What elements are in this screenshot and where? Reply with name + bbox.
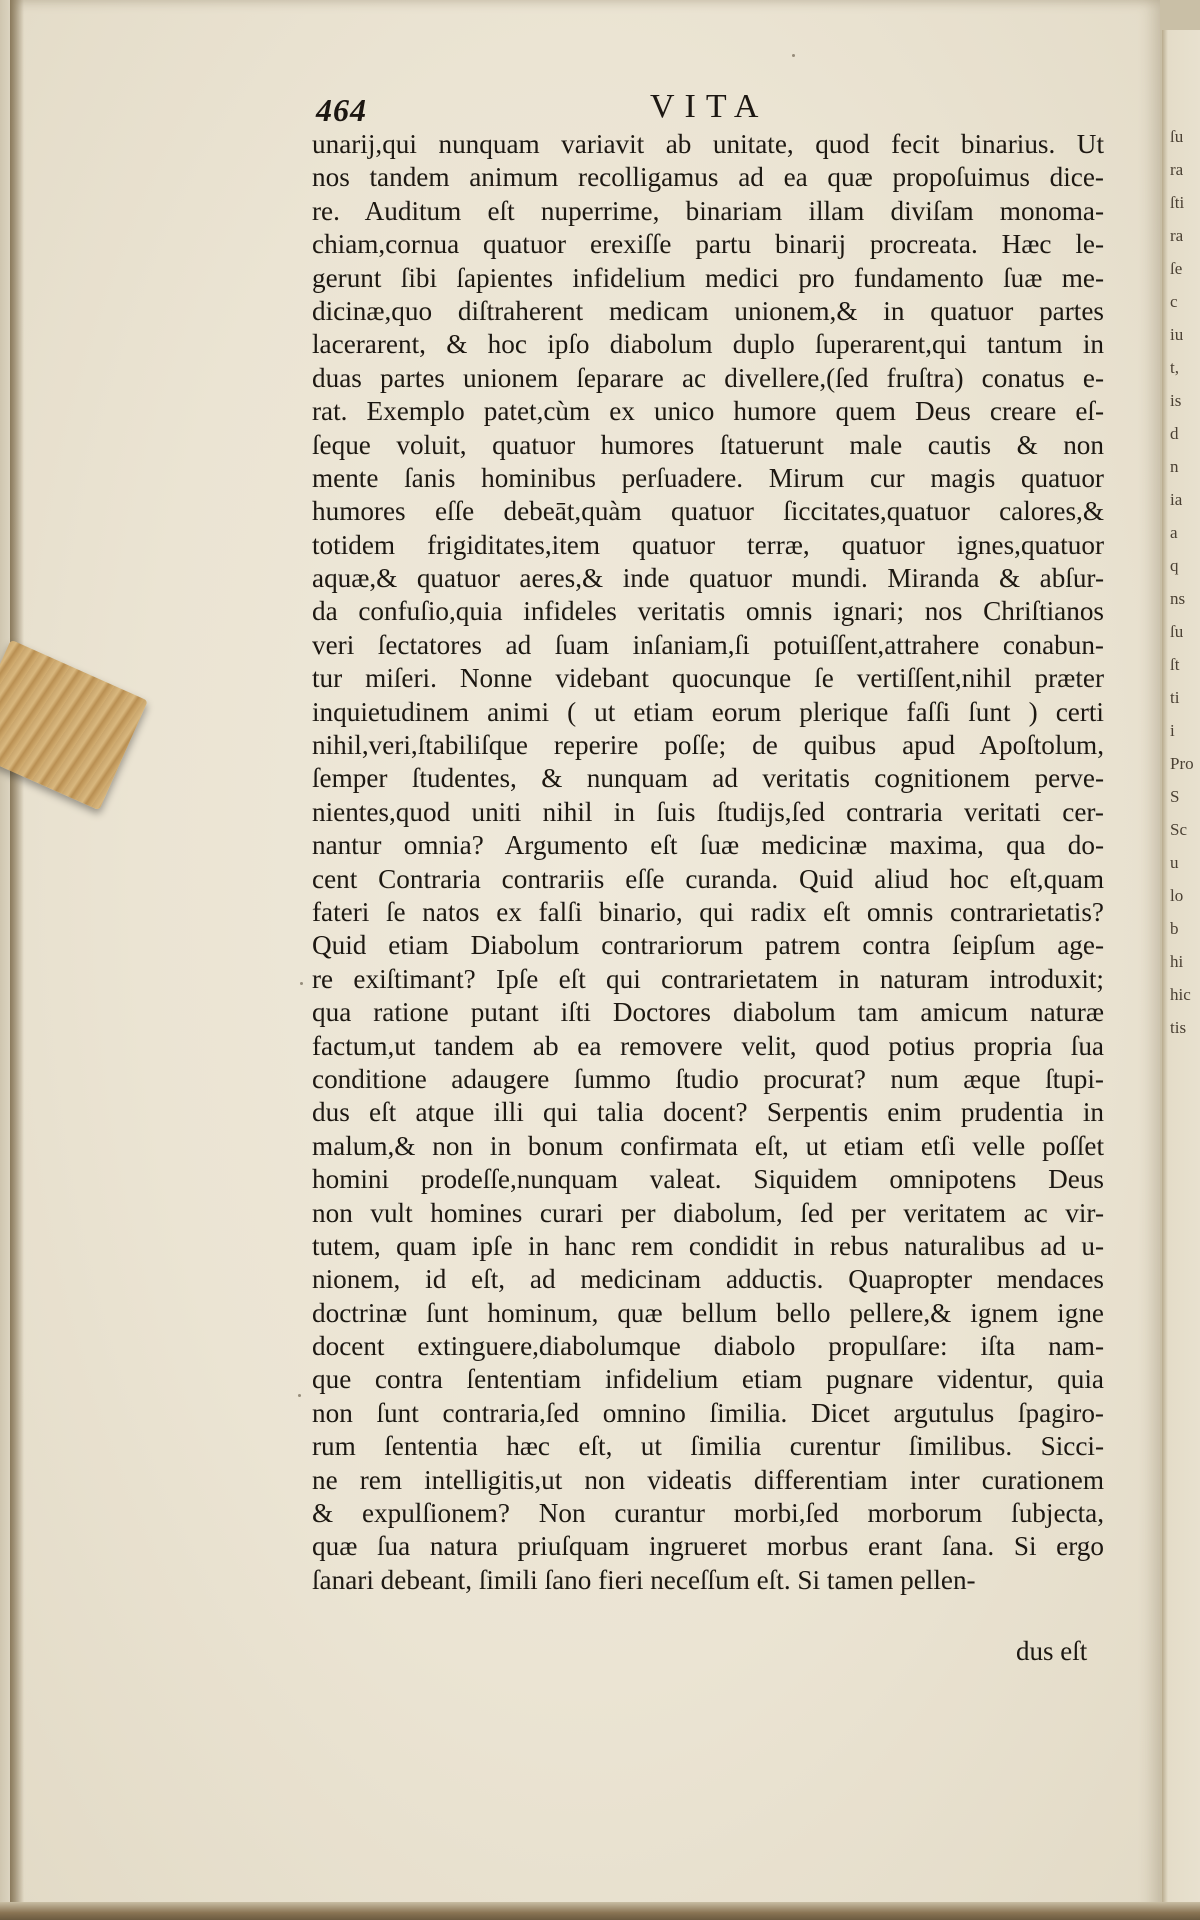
adjacent-page-fragments bbox=[1162, 30, 1200, 1044]
text-line: nos tandem animum recolligamus ad ea quæ propoſuimus dice- bbox=[312, 162, 1104, 193]
fragment-line: ra bbox=[1170, 160, 1184, 179]
text-line: & expulſionem? Non curantur morbi,ſed morborum ſubjecta, bbox=[312, 1498, 1104, 1529]
fragment-line: lo bbox=[1170, 886, 1184, 905]
text-line: dus eſt atque illi qui talia docent? Serpentis enim prudentia in bbox=[312, 1097, 1104, 1128]
text-line: ſeque voluit, quatuor humores ſtatuerunt male cautis & non bbox=[312, 429, 1104, 460]
text-line: ſanari debeant, ſimili ſano fieri neceſſum eſt. Si tamen pellen- bbox=[312, 1564, 976, 1595]
paper-speck bbox=[300, 982, 303, 985]
fragment-line: ia bbox=[1170, 490, 1183, 509]
text-line: inquietudinem animi ( ut etiam eorum plerique faſſi ſunt ) certi bbox=[312, 696, 1104, 727]
text-line: mente ſanis hominibus perſuadere. Mirum cur magis quatuor bbox=[312, 462, 1104, 493]
fragment-line: is bbox=[1170, 391, 1182, 410]
fragment-line: b bbox=[1170, 919, 1179, 938]
fragment-line: a bbox=[1170, 523, 1178, 542]
text-line: veri ſectatores ad ſuam inſaniam,ſi potuiſſent,attrahere conabun- bbox=[312, 629, 1104, 660]
text-line: rat. Exemplo patet,cùm ex unico humore quem Deus creare eſ- bbox=[312, 396, 1104, 427]
gutter-shadow bbox=[10, 0, 24, 1920]
text-line: que contra ſententiam infidelium etiam pugnare videntur, quia bbox=[312, 1364, 1104, 1395]
text-line: humores eſſe debeāt,quàm quatuor ſiccitates,quatuor calores,& bbox=[312, 496, 1104, 527]
text-line: da confuſio,quia infideles veritatis omnis ignari; nos Chriſtianos bbox=[312, 596, 1104, 627]
text-line: fateri ſe natos ex falſi binario, qui radix eſt omnis contrarietatis? bbox=[312, 896, 1104, 927]
text-line: re. Auditum eſt nuperrime, binariam illam diviſam monoma- bbox=[312, 195, 1104, 226]
text-line: re exiſtimant? Ipſe eſt qui contrarietatem in naturam introduxit; bbox=[312, 963, 1104, 994]
fragment-line: ſe bbox=[1170, 259, 1183, 278]
text-line: factum,ut tandem ab ea removere velit, quod potius propria ſua bbox=[312, 1030, 1104, 1061]
fragment-line: hic bbox=[1170, 985, 1191, 1004]
text-line: tur miſeri. Nonne videbant quocunque ſe vertiſſent,nihil præter bbox=[312, 663, 1104, 694]
fragment-line: tis bbox=[1170, 1018, 1187, 1037]
fragment-line: i bbox=[1170, 721, 1175, 740]
text-line: nionem, id eſt, ad medicinam adductis. Quapropter mendaces bbox=[312, 1264, 1104, 1295]
text-line: qua ratione putant iſti Doctores diabolum tam amicum naturæ bbox=[312, 997, 1104, 1028]
text-line: dicinæ,quo diſtraherent medicam unionem,& in quatuor partes bbox=[312, 295, 1104, 326]
fragment-line: hi bbox=[1170, 952, 1184, 971]
paper-speck bbox=[298, 1394, 301, 1397]
text-line: nantur omnia? Argumento eſt ſuæ medicinæ maxima, qua do- bbox=[312, 830, 1104, 861]
text-line: lacerarent, & hoc ipſo diabolum duplo ſuperarent,qui tantum in bbox=[312, 329, 1104, 360]
fragment-line: u bbox=[1170, 853, 1179, 872]
text-line: gerunt ſibi ſapientes infidelium medici pro fundamento ſuæ me- bbox=[312, 262, 1104, 293]
running-title: VITA bbox=[650, 88, 769, 125]
text-line: rum ſententia hæc eſt, ut ſimilia curentur ſimilibus. Sicci- bbox=[312, 1431, 1104, 1462]
text-line: totidem frigiditates,item quatuor terræ, quatuor ignes,quatuor bbox=[312, 529, 1104, 560]
page-header bbox=[310, 88, 1110, 132]
fragment-line: S bbox=[1170, 787, 1180, 806]
body-text bbox=[312, 128, 1104, 1597]
text-line: tutem, quam ipſe in hanc rem condidit in rebus naturalibus ad u- bbox=[312, 1230, 1104, 1261]
fragment-line: ns bbox=[1170, 589, 1186, 608]
text-line: Quid etiam Diabolum contrariorum patrem contra ſeipſum age- bbox=[312, 930, 1104, 961]
fragment-line: ſu bbox=[1170, 127, 1184, 146]
fragment-line: Sc bbox=[1170, 820, 1187, 839]
text-line: nientes,quod uniti nihil in ſuis ſtudijs,ſed contraria veritati cer- bbox=[312, 796, 1104, 827]
text-line: doctrinæ ſunt hominum, quæ bellum bello pellere,& ignem igne bbox=[312, 1297, 1104, 1328]
text-line: duas partes unionem ſeparare ac divellere,(ſed fruſtra) conatus e- bbox=[312, 362, 1104, 393]
text-line: aquæ,& quatuor aeres,& inde quatuor mundi. Miranda & abſur- bbox=[312, 563, 1104, 594]
fragment-line: d bbox=[1170, 424, 1179, 443]
fragment-line: q bbox=[1170, 556, 1179, 575]
fragment-line: n bbox=[1170, 457, 1179, 476]
fragment-line: ſt bbox=[1170, 655, 1180, 674]
text-line: ne rem intelligitis,ut non videatis differentiam inter curationem bbox=[312, 1464, 1104, 1495]
text-line: malum,& non in bonum confirmata eſt, ut etiam etſi velle poſſet bbox=[312, 1130, 1104, 1161]
text-line: cent Contraria contrariis eſſe curanda. Quid aliud hoc eſt,quam bbox=[312, 863, 1104, 894]
fragment-line: iu bbox=[1170, 325, 1184, 344]
text-line: unarij,qui nunquam variavit ab unitate, quod fecit binarius. Ut bbox=[312, 129, 1104, 159]
fragment-line: t, bbox=[1170, 358, 1179, 377]
fragment-line: c bbox=[1170, 292, 1178, 311]
text-line: chiam,cornua quatuor erexiſſe partu binarij procreata. Hæc le- bbox=[312, 229, 1104, 260]
fragment-line: ſti bbox=[1170, 193, 1185, 212]
text-line: ſemper ſtudentes, & nunquam ad veritatis cognitionem perve- bbox=[312, 763, 1104, 794]
text-line: docent extinguere,diabolumque diabolo propulſare: iſta nam- bbox=[312, 1331, 1104, 1362]
page-bottom-edge bbox=[0, 1902, 1200, 1920]
text-line: conditione adaugere ſummo ſtudio procurat? num æque ſtupi- bbox=[312, 1063, 1104, 1094]
fragment-line: ti bbox=[1170, 688, 1180, 707]
text-line: quæ ſua natura priuſquam ingrueret morbus erant ſana. Si ergo bbox=[312, 1531, 1104, 1562]
fragment-line: Pro bbox=[1170, 754, 1194, 773]
fragment-line: ra bbox=[1170, 226, 1184, 245]
text-line: nihil,veri,ſtabiliſque reperire poſſe; de quibus apud Apoſtolum, bbox=[312, 730, 1104, 761]
text-line: non ſunt contraria,ſed omnino ſimilia. Dicet argutulus ſpagiro- bbox=[312, 1397, 1104, 1428]
page-number: 464 bbox=[316, 92, 367, 128]
fragment-line: ſu bbox=[1170, 622, 1184, 641]
text-line: homini prodeſſe,nunquam valeat. Siquidem omnipotens Deus bbox=[312, 1164, 1104, 1195]
text-line: non vult homines curari per diabolum, ſed per veritatem ac vir- bbox=[312, 1197, 1104, 1228]
adjacent-page-edge bbox=[1162, 30, 1200, 1910]
paper-speck bbox=[792, 54, 795, 57]
catchword: dus eſt bbox=[1016, 1636, 1088, 1666]
